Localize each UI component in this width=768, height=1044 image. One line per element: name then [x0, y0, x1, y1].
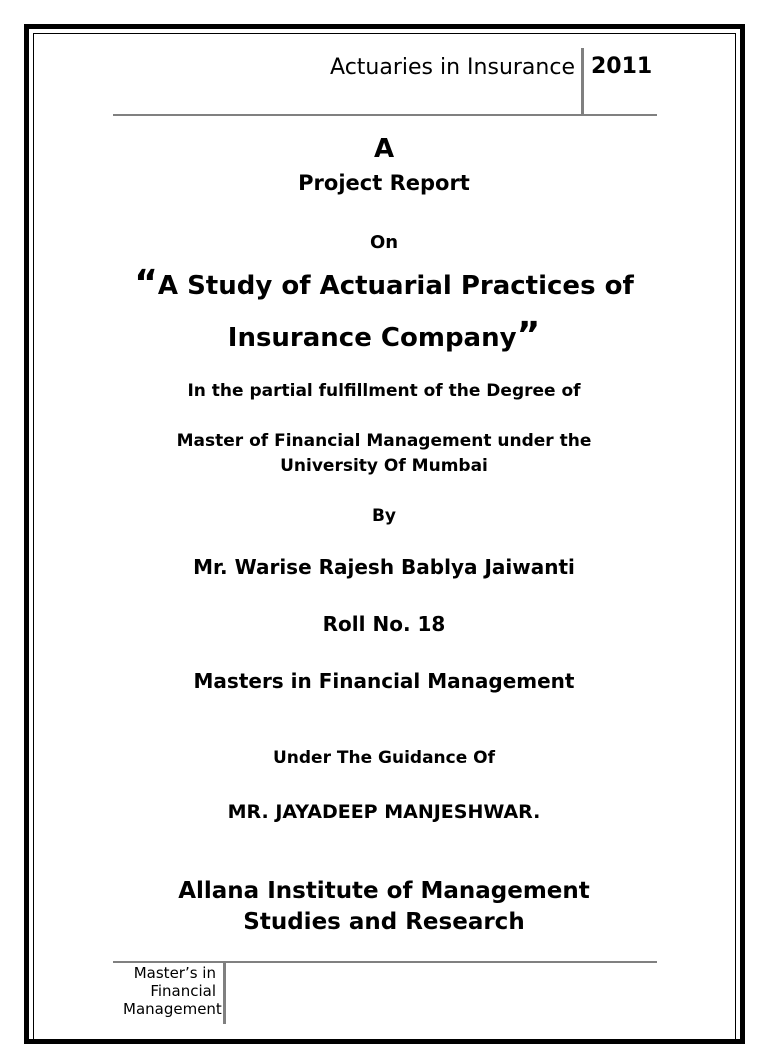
footer-divider — [223, 963, 226, 1024]
header-title: Actuaries in Insurance — [330, 55, 575, 80]
study-title-line2 — [100, 311, 668, 363]
student-name: Mr. Warise Rajesh Bablya Jaiwanti — [193, 555, 575, 579]
study-title — [100, 259, 668, 363]
program-name: Masters in Financial Management — [193, 669, 575, 693]
study-title-line1 — [100, 259, 668, 311]
footer-text: Master’s in Financial Management — [123, 964, 222, 1018]
on-label: On — [369, 232, 399, 253]
institute-line1: Allana Institute of Management — [178, 878, 590, 904]
degree-line1: Master of Financial Management under the — [176, 431, 592, 451]
page-footer — [113, 961, 657, 1024]
by-label: By — [371, 506, 397, 526]
fulfillment-line: In the partial fulfillment of the Degree of — [187, 381, 581, 401]
study-title-text2: Insurance Company — [227, 323, 517, 353]
open-quote: “ — [134, 263, 158, 304]
institute-line2: Studies and Research — [243, 909, 525, 935]
header-year: 2011 — [591, 54, 653, 79]
guide-name: MR. JAYADEEP MANJESHWAR. — [227, 801, 541, 823]
close-quote: ” — [516, 315, 541, 356]
study-title-text1: A Study of Actuarial Practices of — [157, 271, 634, 301]
header-divider — [581, 48, 584, 114]
degree-line2: University Of Mumbai — [280, 456, 488, 476]
cover-letter-a: A — [373, 134, 395, 164]
guidance-label: Under The Guidance Of — [272, 748, 496, 768]
roll-number: Roll No. 18 — [322, 612, 446, 636]
report-type: Project Report — [298, 171, 470, 195]
page-header — [113, 46, 657, 116]
